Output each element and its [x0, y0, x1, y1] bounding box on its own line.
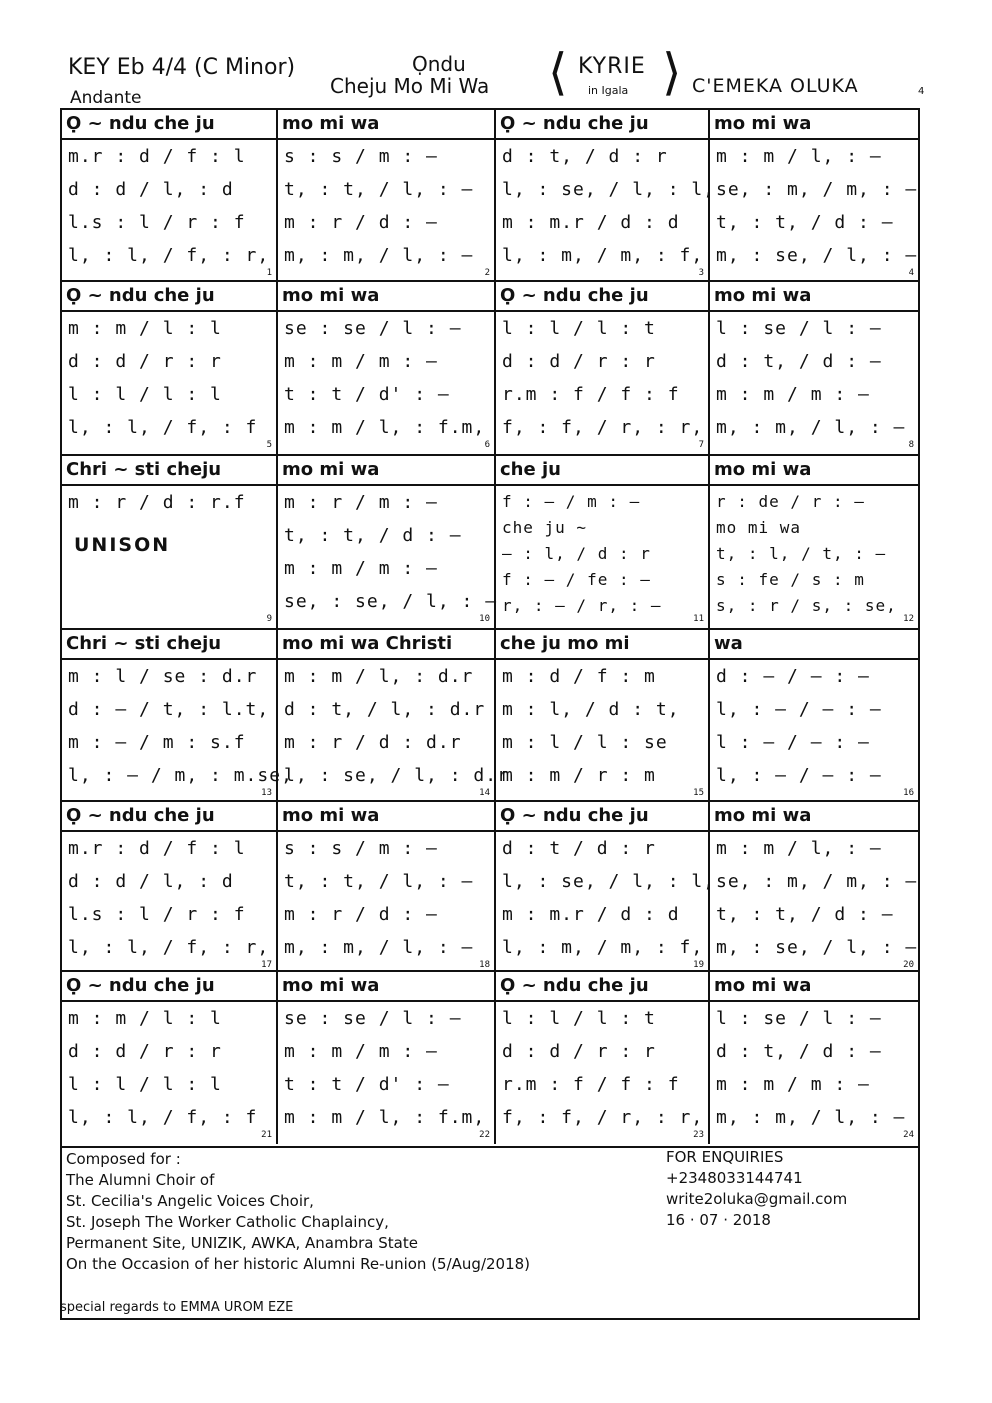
measure-number: 19: [693, 960, 704, 970]
score-system: [62, 802, 918, 974]
measure-number: 24: [903, 1130, 914, 1140]
lyric-text: Ọ ~ ndu che ju: [66, 805, 215, 826]
solfa-line: l, : — / m, : m.se,: [68, 765, 293, 786]
lyric-text: Ọ ~ ndu che ju: [500, 805, 649, 826]
solfa-line: l, : l, / f, : r,: [68, 245, 270, 266]
solfa-line: m : l / l : se: [502, 732, 668, 753]
measure-number: 21: [261, 1130, 272, 1140]
lyric-text: Chri ~ sti cheju: [66, 633, 222, 654]
solfa-line: d : — / — : —: [716, 666, 870, 687]
solfa-score-grid: [60, 108, 920, 1148]
measure-19: [496, 802, 716, 974]
solfa-line: m : r / d : —: [284, 212, 438, 233]
measure-12: [710, 456, 918, 628]
solfa-line: d : d / r : r: [502, 1041, 656, 1062]
solfa-line: l.s : l / r : f: [68, 212, 246, 233]
solfa-line: l : l / l : t: [502, 1008, 656, 1029]
key-signature: KEY Eb 4/4 (C Minor): [68, 55, 296, 80]
lyric-underline: [496, 658, 708, 660]
measure-3: [496, 110, 716, 282]
lyric-underline: [710, 830, 918, 832]
lyric-underline: [278, 1000, 494, 1002]
solfa-line: m : m / m : —: [284, 1041, 438, 1062]
lyric-text: Ọ ~ ndu che ju: [500, 285, 649, 306]
title-language: in Igala: [588, 84, 629, 97]
measure-18: [278, 802, 496, 974]
solfa-line: t, : t, / d : —: [716, 904, 894, 925]
lyric-text: mo mi wa: [714, 285, 812, 306]
measure-13: [62, 630, 293, 802]
solfa-line: d : d / l, : d: [68, 179, 234, 200]
measure-16: [710, 630, 918, 802]
lyric-text: mo mi wa: [714, 975, 812, 996]
solfa-line: se, : se, / l, : —: [284, 591, 498, 612]
title-line-1: Ọndu: [412, 52, 466, 76]
measure-8: [710, 282, 918, 454]
measure-number: 3: [698, 268, 704, 278]
lyric-text: Ọ ~ ndu che ju: [66, 113, 215, 134]
title-line-2: Cheju Mo Mi Wa: [330, 74, 490, 98]
solfa-line: f, : f, / r, : r,: [502, 1107, 704, 1128]
lyric-underline: [278, 658, 494, 660]
solfa-line: m : m / l : l: [68, 318, 222, 339]
solfa-line: l : l / l : t: [502, 318, 656, 339]
measure-2: [278, 110, 496, 282]
lyric-underline: [62, 830, 276, 832]
lyric-text: Ọ ~ ndu che ju: [66, 285, 215, 306]
measure-number: 13: [261, 788, 272, 798]
solfa-line: t, : t, / d : —: [716, 212, 894, 233]
measure-4: [710, 110, 918, 282]
solfa-line: t : t / d' : —: [284, 384, 450, 405]
sheet-footer: [60, 1148, 920, 1320]
solfa-line: f, : f, / r, : r,: [502, 417, 704, 438]
solfa-line: l : se / l : —: [716, 1008, 882, 1029]
measure-number: 9: [266, 614, 272, 624]
measure-21: [62, 972, 278, 1144]
dedication-line: Permanent Site, UNIZIK, AWKA, Anambra State: [66, 1234, 418, 1252]
solfa-line: m : m / m : —: [284, 351, 438, 372]
solfa-line: t, : t, / l, : —: [284, 871, 474, 892]
solfa-line: f : — / m : —: [502, 492, 641, 511]
measure-number: 7: [698, 440, 704, 450]
measure-number: 8: [908, 440, 914, 450]
solfa-line: m : m / l, : —: [716, 838, 882, 859]
lyric-underline: [496, 830, 708, 832]
lyric-text: wa: [714, 633, 743, 654]
enquiry-line: FOR ENQUIRIES: [666, 1148, 784, 1166]
solfa-line: l, : m, / m, : f,: [502, 245, 704, 266]
measure-number: 12: [903, 614, 914, 624]
solfa-line: d : t, / d : —: [716, 351, 882, 372]
lyric-underline: [710, 658, 918, 660]
score-system: [62, 110, 918, 282]
solfa-line: m : r / d : —: [284, 904, 438, 925]
solfa-line: m : m / l, : f.m,: [284, 1107, 486, 1128]
lyric-underline: [62, 658, 276, 660]
solfa-line: l, : — / — : —: [716, 699, 882, 720]
solfa-line: d : d / r : r: [68, 1041, 222, 1062]
solfa-line: m : m / m : —: [284, 558, 438, 579]
measure-number: 1: [266, 268, 272, 278]
measure-number: 15: [693, 788, 704, 798]
solfa-line: f : — / fe : —: [502, 570, 651, 589]
lyric-text: Ọ ~ ndu che ju: [66, 975, 215, 996]
lyric-underline: [496, 484, 708, 486]
measure-number: 17: [261, 960, 272, 970]
dedication-line: On the Occasion of her historic Alumni Re-union (5/Aug/2018): [66, 1255, 531, 1273]
composer-name: C'EMEKA OLUKA: [692, 75, 859, 97]
solfa-line: l.s : l / r : f: [68, 904, 246, 925]
lyric-text: mo mi wa: [714, 113, 812, 134]
solfa-line: m : d / f : m: [502, 666, 656, 687]
solfa-line: m, : se, / l, : —: [716, 937, 918, 958]
solfa-line: l, : se, / l, : l,: [502, 871, 716, 892]
solfa-line: t : t / d' : —: [284, 1074, 450, 1095]
lyric-underline: [710, 310, 918, 312]
solfa-line: d : d / r : r: [502, 351, 656, 372]
score-system: [62, 630, 918, 802]
solfa-line: m : m / r : m: [502, 765, 656, 786]
solfa-line: d : — / t, : l.t,: [68, 699, 270, 720]
solfa-line: m : m.r / d : d: [502, 904, 680, 925]
solfa-line: m, : m, / l, : —: [716, 417, 906, 438]
solfa-line: l : l / l : l: [68, 384, 222, 405]
measure-number: 4: [908, 268, 914, 278]
enquiry-line: +2348033144741: [666, 1169, 803, 1187]
solfa-line: l, : l, / f, : r,: [68, 937, 270, 958]
measure-number: 18: [479, 960, 490, 970]
solfa-line: l, : se, / l, : d.r: [284, 765, 509, 786]
score-system: [62, 282, 918, 454]
lyric-text: mo mi wa: [714, 805, 812, 826]
lyric-text: Chri ~ sti cheju: [66, 459, 222, 480]
lyric-text: mo mi wa: [282, 805, 380, 826]
solfa-line: l : — / — : —: [716, 732, 870, 753]
right-angle-bracket: ⟩: [662, 43, 682, 101]
measure-7: [496, 282, 710, 454]
solfa-line: l, : m, / m, : f,: [502, 937, 704, 958]
lyric-text: Ọ ~ ndu che ju: [500, 113, 649, 134]
solfa-line: d : t, / d : r: [502, 146, 668, 167]
solfa-line: t, : t, / d : —: [284, 525, 462, 546]
measure-17: [62, 802, 278, 974]
measure-11: [496, 456, 710, 628]
lyric-underline: [278, 138, 494, 140]
lyric-underline: [278, 484, 494, 486]
solfa-line: se, : m, / m, : —: [716, 871, 918, 892]
unison-marking: UNISON: [74, 534, 171, 556]
solfa-line: m : m / l : l: [68, 1008, 222, 1029]
solfa-line: se, : m, / m, : —: [716, 179, 918, 200]
lyric-underline: [710, 1000, 918, 1002]
left-angle-bracket: ⟨: [548, 43, 568, 101]
measure-9: [62, 456, 278, 628]
solfa-line: m.r : d / f : l: [68, 146, 246, 167]
solfa-line: l, : — / — : —: [716, 765, 882, 786]
solfa-line: d : d / r : r: [68, 351, 222, 372]
measure-number: 16: [903, 788, 914, 798]
measure-number: 14: [479, 788, 490, 798]
solfa-line: m, : m, / l, : —: [284, 245, 474, 266]
dedication-line: St. Cecilia's Angelic Voices Choir,: [66, 1192, 314, 1210]
solfa-line: r.m : f / f : f: [502, 1074, 680, 1095]
solfa-line: m : m.r / d : d: [502, 212, 680, 233]
solfa-line: l, : l, / f, : f: [68, 417, 258, 438]
solfa-line: che ju ~: [502, 518, 588, 537]
lyric-text: mo mi wa: [282, 285, 380, 306]
solfa-line: s : s / m : —: [284, 838, 438, 859]
sheet-header: [0, 0, 992, 112]
measure-24: [710, 972, 918, 1144]
measure-22: [278, 972, 496, 1144]
solfa-line: t, : t, / l, : —: [284, 179, 474, 200]
lyric-underline: [62, 484, 276, 486]
measure-number: 2: [484, 268, 490, 278]
solfa-line: m : — / m : s.f: [68, 732, 246, 753]
solfa-line: m.r : d / f : l: [68, 838, 246, 859]
solfa-line: s, : r / s, : se,: [716, 596, 897, 615]
solfa-line: d : t, / d : —: [716, 1041, 882, 1062]
solfa-line: t, : l, / t, : —: [716, 544, 887, 563]
solfa-line: l : se / l : —: [716, 318, 882, 339]
solfa-line: m : l, / d : t,: [502, 699, 680, 720]
measure-number: 6: [484, 440, 490, 450]
solfa-line: l, : se, / l, : l,: [502, 179, 716, 200]
page-mark: 4: [918, 86, 925, 97]
solfa-line: d : t / d : r: [502, 838, 656, 859]
lyric-underline: [62, 310, 276, 312]
measure-number: 23: [693, 1130, 704, 1140]
solfa-line: m, : m, / l, : —: [284, 937, 474, 958]
solfa-line: mo mi wa: [716, 518, 802, 537]
dedication-line: St. Joseph The Worker Catholic Chaplaincy,: [66, 1213, 389, 1231]
solfa-line: d : d / l, : d: [68, 871, 234, 892]
measure-15: [496, 630, 710, 802]
solfa-line: l, : l, / f, : f: [68, 1107, 258, 1128]
solfa-line: se : se / l : —: [284, 1008, 462, 1029]
solfa-line: l : l / l : l: [68, 1074, 222, 1095]
special-regards: special regards to EMMA UROM EZE: [60, 1300, 294, 1315]
lyric-underline: [62, 1000, 276, 1002]
lyric-underline: [496, 138, 708, 140]
lyric-underline: [278, 830, 494, 832]
solfa-line: m : m / l, : d.r: [284, 666, 474, 687]
solfa-line: m : r / m : —: [284, 492, 438, 513]
measure-number: 22: [479, 1130, 490, 1140]
lyric-text: mo mi wa: [282, 113, 380, 134]
lyric-underline: [278, 310, 494, 312]
measure-20: [710, 802, 918, 974]
lyric-text: mo mi wa: [282, 975, 380, 996]
lyric-underline: [496, 1000, 708, 1002]
solfa-line: m : m / m : —: [716, 384, 870, 405]
lyric-underline: [62, 138, 276, 140]
measure-number: 11: [693, 614, 704, 624]
main-title: KYRIE: [578, 54, 646, 79]
measure-5: [62, 282, 278, 454]
solfa-line: d : t, / l, : d.r: [284, 699, 486, 720]
dedication-line: The Alumni Choir of: [66, 1171, 215, 1189]
measure-number: 20: [903, 960, 914, 970]
lyric-text: mo mi wa: [714, 459, 812, 480]
measure-number: 5: [266, 440, 272, 450]
solfa-line: s : s / m : —: [284, 146, 438, 167]
solfa-line: m, : m, / l, : —: [716, 1107, 906, 1128]
measure-1: [62, 110, 278, 282]
tempo-marking: Andante: [70, 88, 142, 108]
measure-10: [278, 456, 496, 628]
solfa-line: se : se / l : —: [284, 318, 462, 339]
solfa-line: m : m / l, : —: [716, 146, 882, 167]
solfa-line: m : m / m : —: [716, 1074, 870, 1095]
solfa-line: m : m / l, : f.m,: [284, 417, 486, 438]
enquiry-line: write2oluka@gmail.com: [666, 1190, 848, 1208]
solfa-line: r : de / r : —: [716, 492, 865, 511]
lyric-underline: [710, 484, 918, 486]
solfa-line: m : r / d : d.r: [284, 732, 462, 753]
solfa-line: s : fe / s : m: [716, 570, 865, 589]
measure-14: [278, 630, 509, 802]
lyric-text: che ju: [500, 459, 561, 480]
solfa-line: m : l / se : d.r: [68, 666, 258, 687]
score-system: [62, 456, 918, 628]
lyric-text: che ju mo mi: [500, 633, 630, 654]
enquiry-line: 16 · 07 · 2018: [666, 1211, 771, 1229]
score-system: [62, 972, 918, 1144]
solfa-line: — : l, / d : r: [502, 544, 651, 563]
measure-6: [278, 282, 496, 454]
solfa-line: m : r / d : r.f: [68, 492, 246, 513]
solfa-line: r.m : f / f : f: [502, 384, 680, 405]
lyric-text: mo mi wa: [282, 459, 380, 480]
lyric-text: mo mi wa Christi: [282, 633, 453, 654]
lyric-underline: [710, 138, 918, 140]
measure-number: 10: [479, 614, 490, 624]
solfa-line: m, : se, / l, : —: [716, 245, 918, 266]
lyric-text: Ọ ~ ndu che ju: [500, 975, 649, 996]
solfa-line: r, : — / r, : —: [502, 596, 662, 615]
dedication-line: Composed for :: [66, 1150, 181, 1168]
measure-23: [496, 972, 710, 1144]
lyric-underline: [496, 310, 708, 312]
